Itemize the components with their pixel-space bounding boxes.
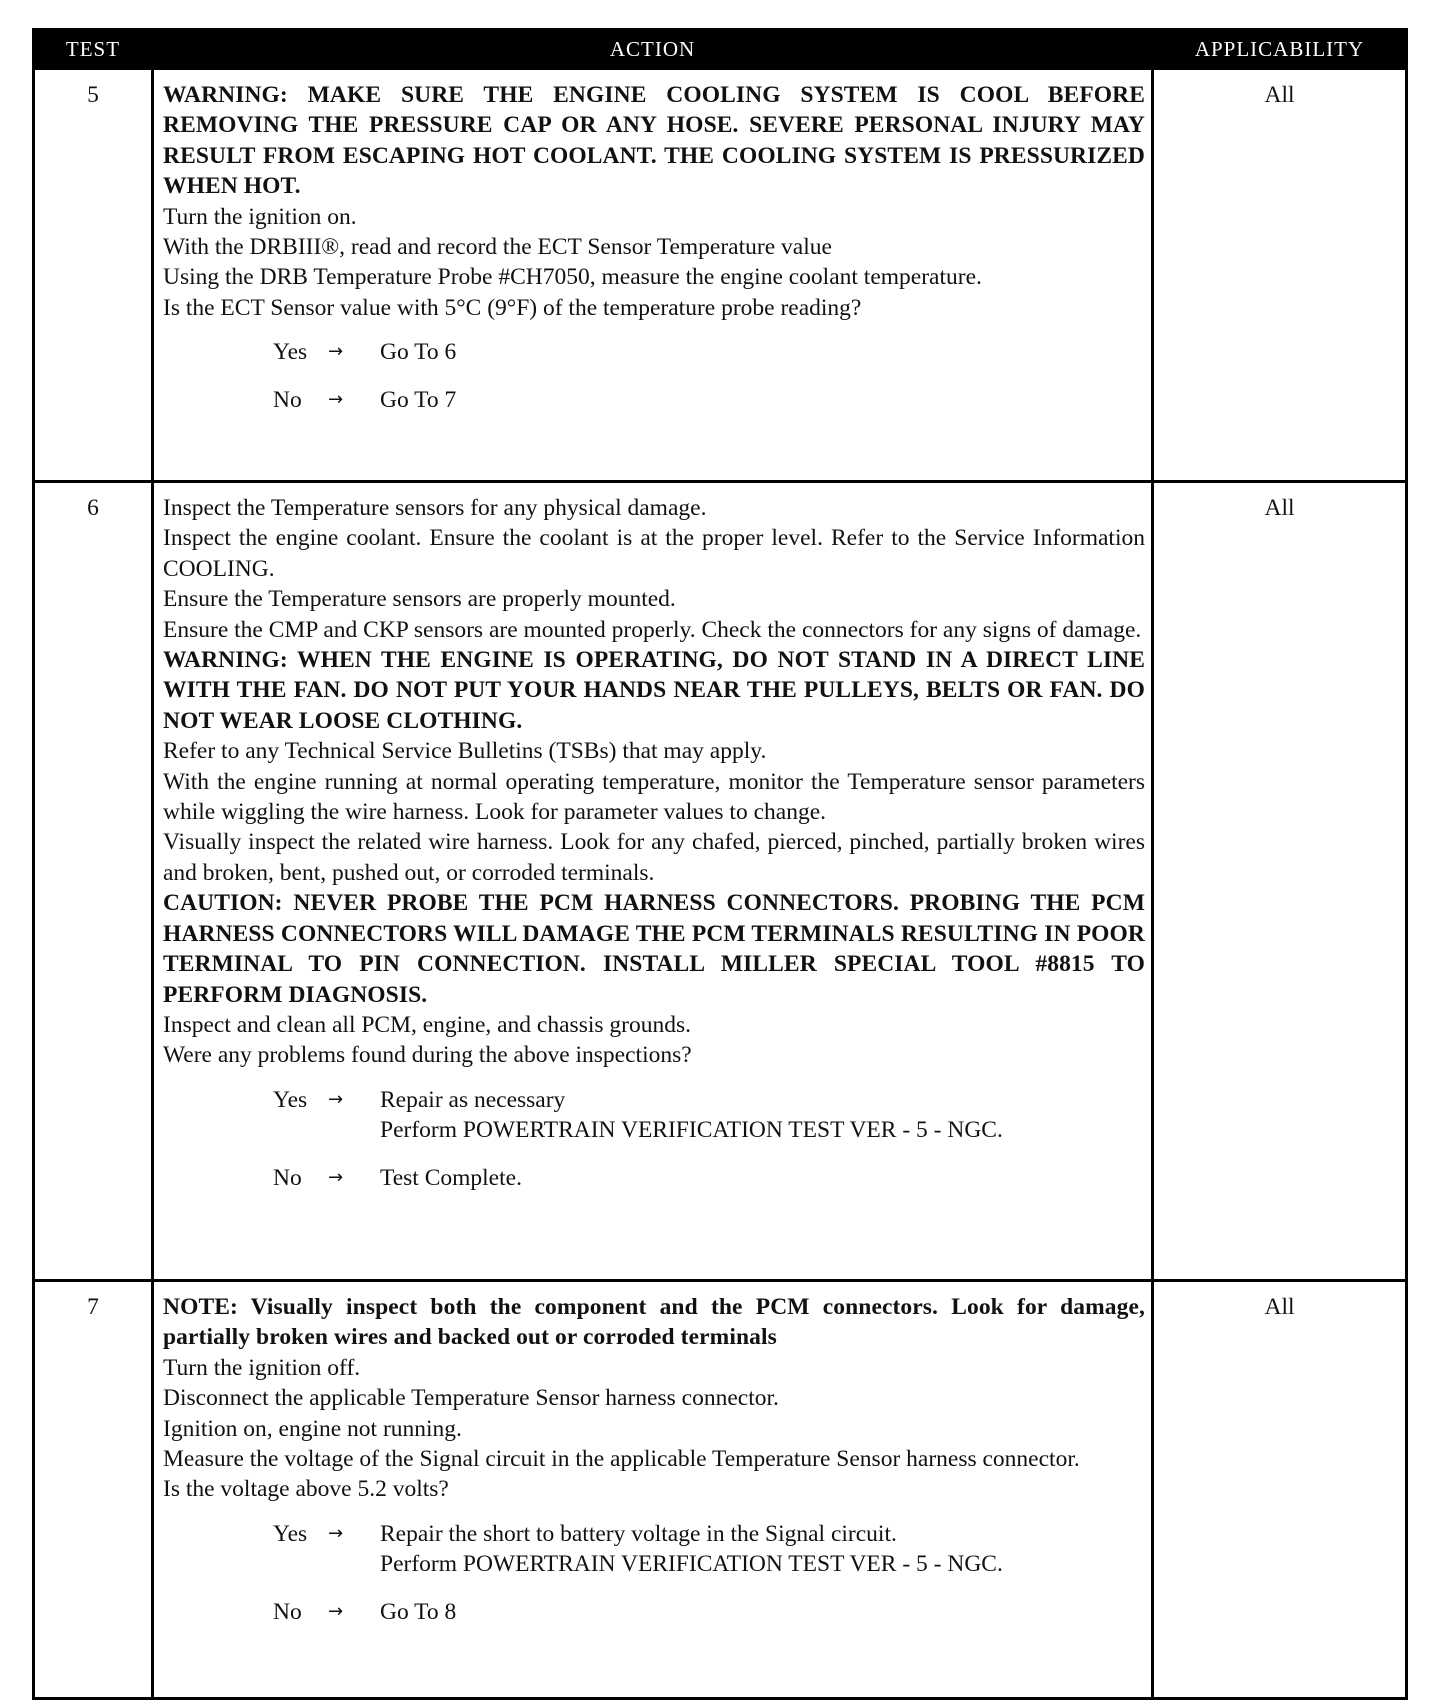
- answer-result: [380, 385, 1145, 415]
- answer-key: No: [273, 1598, 302, 1625]
- action-cell: [153, 1281, 1153, 1699]
- instruction-line: With the engine running at normal operating temperature, monitor the Temperature sensor parameters while wiggling the wire harness. Look for parameter values to change.: [163, 768, 1145, 826]
- test-number: 7: [34, 1281, 153, 1699]
- action-cell: [153, 69, 1153, 482]
- test-number: 6: [34, 482, 153, 1281]
- answer-key: No: [273, 386, 302, 413]
- answer-yes: [273, 337, 1145, 367]
- warning-text: CAUTION: NEVER PROBE THE PCM HARNESS CONNECTORS. PROBING THE PCM HARNESS CONNECTORS WILL DAMAGE THE PCM TERMINALS RESULTING IN POOR TERMINAL TO PIN CONNECTION. INSTALL MILLER SPECIAL TOOL #8815 TO PERFORM DIAGNOSIS.: [163, 890, 1145, 1008]
- answer-no: [273, 1597, 1145, 1627]
- header-applicability: APPLICABILITY: [1153, 30, 1407, 69]
- warning-text: WARNING: WHEN THE ENGINE IS OPERATING, DO NOT STAND IN A DIRECT LINE WITH THE FAN. DO NOT PUT YOUR HANDS NEAR THE PULLEYS, BELTS OR FAN. DO NOT WEAR LOOSE CLOTHING.: [163, 647, 1145, 734]
- instruction-line: Inspect the Temperature sensors for any physical damage.: [163, 495, 707, 521]
- instruction-line: Ensure the CMP and CKP sensors are mounted properly. Check the connectors for any signs of damage.: [163, 616, 1142, 643]
- header-action: ACTION: [153, 30, 1153, 69]
- answer-result: [380, 337, 1145, 367]
- answer-key: Yes: [273, 1520, 308, 1547]
- diagnostic-test-table: [32, 28, 1408, 1700]
- arrow-right-icon: →: [328, 1522, 344, 1544]
- table-row: [34, 482, 1407, 1281]
- instruction-line: Visually inspect the related wire harness. Look for any chafed, pierced, pinched, partially broken wires and broken, bent, pushed out, or corroded terminals.: [163, 829, 1145, 886]
- answer-result: [380, 1163, 1145, 1193]
- action-cell: [153, 482, 1153, 1281]
- result-line: Go To 6: [380, 339, 457, 366]
- answer-key: Yes: [273, 1086, 308, 1113]
- result-line: Repair as necessary: [380, 1086, 566, 1113]
- arrow-right-icon: →: [328, 1088, 344, 1110]
- instruction-line: Using the DRB Temperature Probe #CH7050, measure the engine coolant temperature.: [163, 264, 982, 291]
- answer-no: [273, 1163, 1145, 1193]
- arrow-right-icon: →: [328, 1600, 344, 1622]
- table-body: [34, 69, 1407, 1699]
- answer-yes: [273, 1519, 1145, 1580]
- instruction-line: Is the ECT Sensor value with 5°C (9°F) of the temperature probe reading?: [163, 294, 862, 321]
- instruction-line: Turn the ignition on.: [163, 203, 357, 230]
- answer-result: [380, 1519, 1145, 1580]
- instruction-line: With the DRBIII®, read and record the ECT Sensor Temperature value: [163, 234, 832, 261]
- warning-text: WARNING: MAKE SURE THE ENGINE COOLING SYSTEM IS COOL BEFORE REMOVING THE PRESSURE CAP OR ANY HOSE. SEVERE PERSONAL INJURY MAY RESULT FROM ESCAPING HOT COOLANT. THE COOLING SYSTEM IS PRESSURIZED WHEN HOT.: [163, 82, 1145, 200]
- instruction-line: Inspect and clean all PCM, engine, and chassis grounds.: [163, 1011, 691, 1038]
- arrow-right-icon: →: [328, 341, 344, 363]
- result-line: Test Complete.: [380, 1164, 522, 1191]
- instruction-line: Turn the ignition off.: [163, 1354, 361, 1381]
- applicability-value: All: [1153, 482, 1407, 1281]
- arrow-right-icon: →: [328, 388, 344, 410]
- answer-no: [273, 385, 1145, 415]
- arrow-right-icon: →: [328, 1166, 344, 1188]
- result-line: Repair the short to battery voltage in the Signal circuit.: [380, 1520, 897, 1547]
- answer-yes: [273, 1085, 1145, 1146]
- result-line: Perform POWERTRAIN VERIFICATION TEST VER - 5 - NGC.: [380, 1117, 1003, 1144]
- instruction-line: Is the voltage above 5.2 volts?: [163, 1476, 449, 1503]
- warning-text: NOTE: Visually inspect both the component and the PCM connectors. Look for damage, partially broken wires and backed out or corroded terminals: [163, 1294, 1145, 1351]
- applicability-value: All: [1153, 1281, 1407, 1699]
- answer-list: [163, 1085, 1145, 1193]
- test-number: 5: [34, 69, 153, 482]
- instruction-line: Measure the voltage of the Signal circuit in the applicable Temperature Sensor harness connector.: [163, 1446, 1080, 1473]
- result-line: Perform POWERTRAIN VERIFICATION TEST VER - 5 - NGC.: [380, 1551, 1003, 1578]
- instruction-line: Disconnect the applicable Temperature Sensor harness connector.: [163, 1385, 779, 1412]
- table-header-row: [34, 30, 1407, 69]
- instruction-line: Were any problems found during the above inspections?: [163, 1042, 692, 1069]
- table-row: [34, 1281, 1407, 1699]
- answer-key: Yes: [273, 339, 308, 366]
- instruction-line: Ignition on, engine not running.: [163, 1415, 462, 1442]
- instruction-line: Ensure the Temperature sensors are properly mounted.: [163, 586, 676, 613]
- answer-list: [163, 337, 1145, 415]
- answer-list: [163, 1519, 1145, 1627]
- instruction-line: Refer to any Technical Service Bulletins (TSBs) that may apply.: [163, 738, 767, 765]
- table-row: [34, 69, 1407, 482]
- instruction-line: Inspect the engine coolant. Ensure the coolant is at the proper level. Refer to the Service Information COOLING.: [163, 525, 1145, 582]
- applicability-value: All: [1153, 69, 1407, 482]
- result-line: Go To 8: [380, 1598, 457, 1625]
- result-line: Go To 7: [380, 386, 457, 413]
- header-test: TEST: [34, 30, 153, 69]
- answer-result: [380, 1085, 1145, 1146]
- answer-key: No: [273, 1164, 302, 1191]
- answer-result: [380, 1597, 1145, 1627]
